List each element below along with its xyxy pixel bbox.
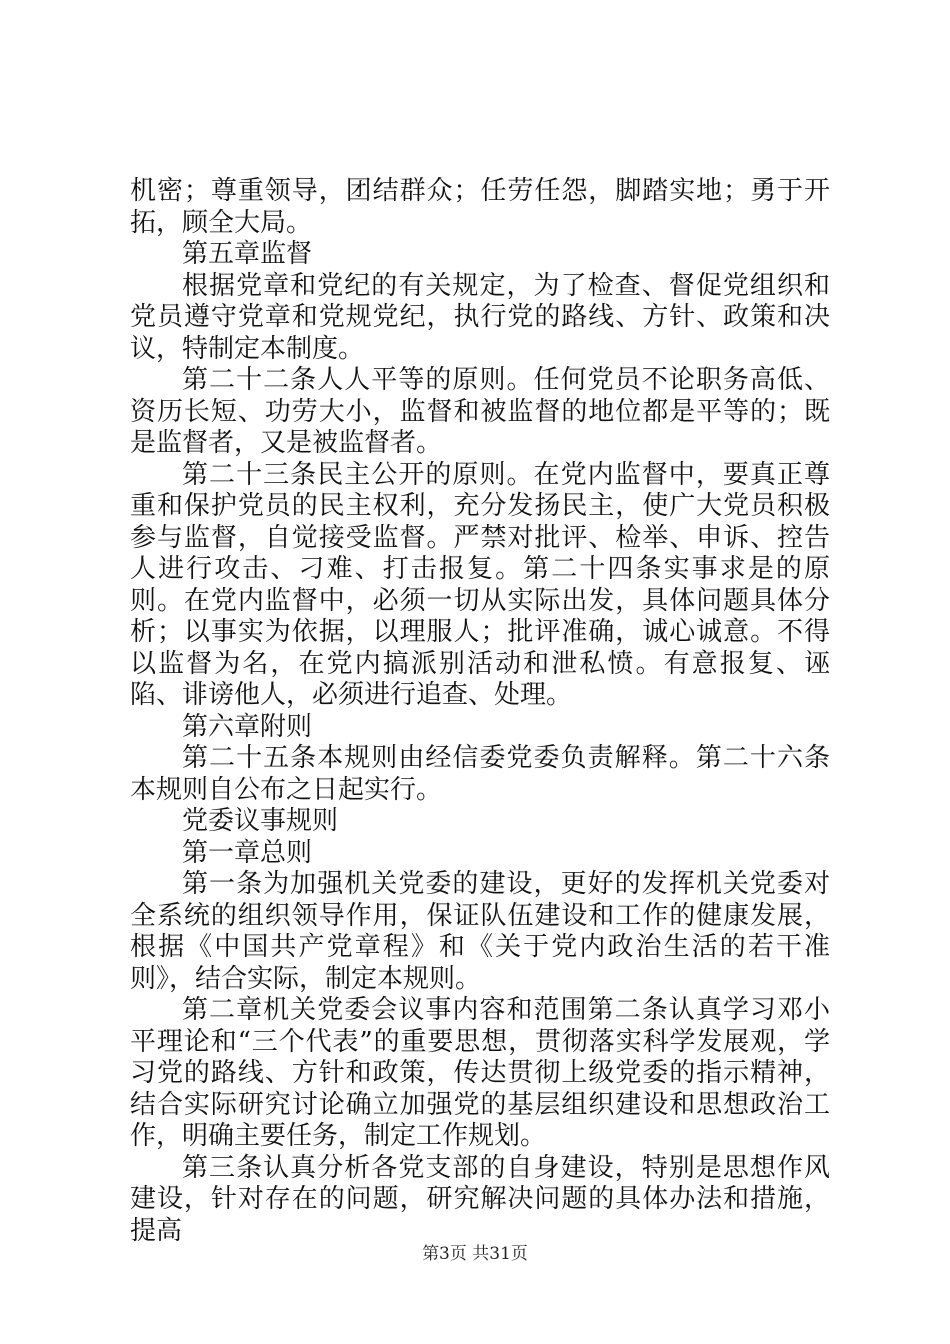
chapter-heading: 第一章总则 (182, 837, 313, 868)
paragraph: 第三条认真分析各党支部的自身建设，特别是思想作风建设，针对存在的问题，研究解决问题的具体办法和措施，提高 (130, 1152, 830, 1246)
paragraph: 第一条为加强机关党委的建设，更好的发挥机关党委对全系统的组织领导作用，保证队伍建设和工作的健康发展，根据《中国共产党章程》和《关于党内政治生活的若干准则》，结合实际，制定本规则。 (130, 869, 830, 994)
paragraph: 第二十五条本规则由经信委党委负责解释。第二十六条本规则自公布之日起实行。 (130, 743, 830, 805)
chapter-heading: 第五章监督 (182, 239, 313, 269)
paragraph: 第二十三条民主公开的原则。在党内监督中，要真正尊重和保护党员的民主权利，充分发扬民主，使广大党员积极参与监督，自觉接受监督。严禁对批评、检举、申诉、控告人进行攻击、刁难、打击报复。第二十四条实事求是的原则。在党内监督中，必须一切从实际出发，具体问题具体分析；以事实为依据，以理服人；批评准确，诚心诚意。不得以监督为名，在党内搞派别活动和泄私愤。有意报复、诬陷、诽谤他人，必须进行追查、处理。 (130, 459, 830, 710)
section-title: 党委议事规则 (182, 806, 339, 836)
paragraph: 第二章机关党委会议事内容和范围第二条认真学习邓小平理论和“三个代表”的重要思想，贯彻落实科学发展观，学习党的路线、方针和政策，传达贯彻上级党委的指示精神，结合实际研究讨论确立加强党的基层组织建设和思想政治工作，明确主要任务，制定工作规划。 (130, 995, 830, 1151)
paragraph: 机密；尊重领导，团结群众；任劳任怨，脚踏实地；勇于开拓，顾全大局。 (130, 176, 830, 238)
paragraph: 根据党章和党纪的有关规定，为了检查、督促党组织和党员遵守党章和党规党纪，执行党的路线、方针、政策和决议，特制定本制度。 (130, 270, 830, 364)
chapter-heading: 第六章附则 (182, 711, 313, 742)
document-body (130, 176, 830, 1247)
paragraph: 第二十二条人人平等的原则。任何党员不论职务高低、资历长短、功劳大小，监督和被监督的地位都是平等的；既是监督者，又是被监督者。 (130, 365, 830, 458)
page-footer (0, 1243, 950, 1265)
page-number: 第3页 共31页 (422, 1244, 528, 1264)
